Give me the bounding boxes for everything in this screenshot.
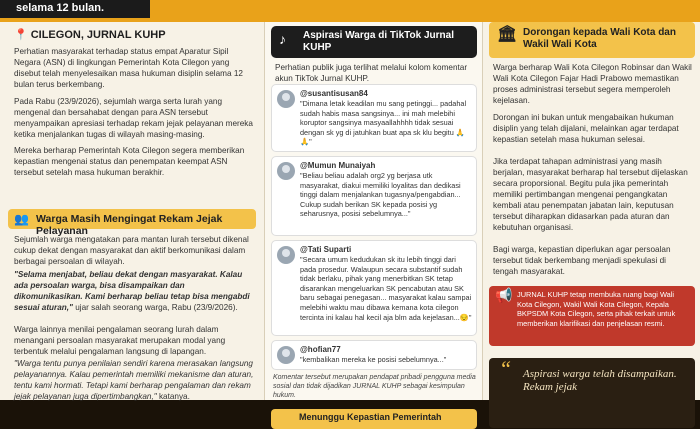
tiktok-header bbox=[271, 26, 477, 58]
section-header-kepastian bbox=[271, 409, 477, 429]
left-paragraph-3: Mereka berharap Pemerintah Kota Cilegon segera memberikan kepastian mengenai status dan penempatan keempat ASN tersebut setelah masa hukuman berakhir. bbox=[14, 146, 245, 177]
comment-username: @hofian77 bbox=[300, 345, 341, 354]
comment-text: "Secara umum kedudukan sk itu lebih tinggi dari pada prosedur. Walaupun secara substantif sudah tidak berlaku, pihak yang menerbitkan SK tetap disarankan mengeluarkan SK pencabutan atau SK baru sebagai penegasan... masyarakat kalau sampai melebihi waktu mau dibawa kemana kota cilegon tercinta ini kalau hal kecil aja blm ada kejelasan...😔" bbox=[300, 255, 472, 322]
jurnal-kuhp-callout bbox=[489, 286, 695, 346]
section-title: Dorongan kepada Wali Kota dan Wakil Wali Kota bbox=[523, 27, 676, 50]
comment-text: "kembalikan mereka ke posisi sebelumnya..." bbox=[300, 355, 447, 364]
megaphone-icon: 📢 bbox=[495, 287, 513, 303]
comment-username: @Mumun Munaiyah bbox=[300, 161, 376, 170]
section-title: Warga Masih Mengingat Rekam Jejak Pelayanan bbox=[36, 213, 223, 237]
comment-card bbox=[271, 240, 477, 336]
right-paragraph-1: Warga berharap Wali Kota Cilegon Robinsar dan Wakil Wali Kota Cilegon Fajar Hadi Prabowo memastikan proses administrasi tersebut segera memperoleh kejelasan. bbox=[493, 63, 692, 105]
quote-mark-icon: “ bbox=[499, 356, 512, 381]
right-paragraph-2: Dorongan ini bukan untuk mengabaikan hukuman disiplin yang telah dijalani, melainkan agar terdapat kepastian setelah masa hukuman selesai. bbox=[493, 113, 679, 144]
tiktok-icon: ♪ bbox=[279, 31, 286, 47]
quote-2-text: "Warga tentu punya penilaian sendiri karena merasakan langsung pelayanannya. Kalau pemerintah memiliki mekanisme dan aturan, tentu kami hormati. Tetapi kami berharap pengalaman dan rekam jejak pelayanan juga dipertimbangkan," bbox=[14, 359, 254, 401]
right-paragraph-3: Jika terdapat tahapan administrasi yang masih berjalan, masyarakat berharap hal tersebut dijelaskan secara proporsional. Begitu pula jika pemerintah memiliki pertimbangan mengenai pengangkatan kembali atau penempatan jabatan lain, keputusan tersebut diharapkan didasarkan pada aturan dan kebutuhan organisasi. bbox=[493, 157, 688, 232]
user-avatar-icon bbox=[277, 90, 295, 108]
comment-username: @Tati Suparti bbox=[300, 245, 352, 254]
tiktok-intro: Perhatian publik juga terlihat melalui kolom komentar akun TikTok Jurnal KUHP. bbox=[275, 63, 468, 83]
left-paragraph-1: Perhatian masyarakat terhadap status empat Aparatur Sipil Negara (ASN) di lingkungan Pemerintah Kota Cilegon yang disebut telah menyelesaikan masa hukuman disiplin selama 12 bulan terus berkembang. bbox=[14, 47, 243, 89]
quote-1-text: "Selama menjabat, beliau dekat dengan masyarakat. Kalau ada persoalan warga, bisa disampaikan dan dikomunikasikan. Kami berharap beliau tetap bisa mengabdi sesuai aturan," bbox=[14, 270, 250, 312]
quote-1-attribution: ujar salah seorang warga, Rabu (23/9/2026). bbox=[75, 303, 238, 312]
left-paragraph-2: Pada Rabu (23/9/2026), sejumlah warga serta lurah yang mengenal dan bersahabat dengan para ASN tersebut menyampaikan apresiasi terhadap rekam jejak pelayanan mereka ketika menjalankan tugas di wilayah masing-masing. bbox=[14, 97, 253, 139]
comment-username: @susantisusan84 bbox=[300, 89, 368, 98]
user-avatar-icon bbox=[277, 346, 295, 364]
left-paragraph-5: Warga lainnya menilai pengalaman seorang lurah dalam menangani persoalan masyarakat merupakan modal yang terbentuk melalui pengalaman langsung di lapangan. bbox=[14, 325, 226, 356]
section-header-rekam-jejak bbox=[8, 209, 256, 237]
comment-card bbox=[271, 156, 477, 236]
section-title: Menunggu Kepastian Pemerintah bbox=[299, 412, 442, 422]
user-avatar-icon bbox=[277, 246, 295, 264]
left-column bbox=[0, 22, 264, 400]
users-icon: 👥 bbox=[14, 212, 29, 226]
right-paragraph-4: Bagi warga, kepastian diperlukan agar persoalan tersebut tidak berkembang menjadi spekulasi di tengah masyarakat. bbox=[493, 245, 671, 276]
section-header-dorongan bbox=[489, 22, 695, 58]
middle-column bbox=[264, 22, 482, 422]
comment-card bbox=[271, 340, 477, 370]
comment-text: "Dimana letak keadilan mu sang petinggi... padahal sudah habis masa sangsinya... ini mah melebihi koruptor sangsinya masyaallahhhh tidak sesuai dengan sk yg di jatuhkan buat apa sk klu begitu 🙏🙏" bbox=[300, 99, 467, 147]
left-quote-2 bbox=[14, 358, 254, 402]
location-pin-icon: 📍 bbox=[14, 29, 28, 41]
pull-quote bbox=[489, 358, 695, 428]
government-building-icon: 🏛 bbox=[497, 26, 518, 43]
dateline bbox=[14, 28, 166, 41]
right-column bbox=[482, 22, 700, 400]
top-continuation-text: selama 12 bulan. bbox=[0, 0, 150, 18]
dateline-text: CILEGON, JURNAL KUHP bbox=[30, 29, 166, 41]
pull-quote-text: Aspirasi warga telah disampaikan. Rekam jejak bbox=[523, 368, 677, 393]
left-quote-1 bbox=[14, 269, 254, 313]
left-paragraph-4: Sejumlah warga mengatakan para mantan lurah tersebut dikenal cukup dekat dengan masyarakat dan aktif berkomunikasi dalam berbagai persoalan di wilayah. bbox=[14, 235, 249, 266]
quote-2-attribution: katanya. bbox=[158, 392, 190, 401]
top-strip bbox=[0, 0, 700, 22]
comment-text: "Beliau beliau adalah org2 yg berjasa utk masyarakat, diakui memiliki loyalitas dan dedikasi tinggi dalam menjalankan tugasnya/pengabdian... Cukup sudah berikan SK kepada posisi yg seharusnya, posisi sebelumnya..." bbox=[300, 171, 461, 219]
user-avatar-icon bbox=[277, 162, 295, 180]
comment-card bbox=[271, 84, 477, 152]
disclaimer-note: Komentar tersebut merupakan pendapat pribadi pengguna media sosial dan tidak dijadikan JURNAL KUHP sebagai kesimpulan hukum. bbox=[273, 374, 476, 399]
callout-text: JURNAL KUHP tetap membuka ruang bagi Wali Kota Cilegon, Wakil Wali Kota Cilegon, Kepala BKPSDM Kota Cilegon, serta pihak terkait untuk memberikan klarifikasi dan penjelasan resmi. bbox=[517, 290, 676, 328]
tiktok-header-title: Aspirasi Warga di TikTok Jurnal KUHP bbox=[303, 30, 454, 53]
